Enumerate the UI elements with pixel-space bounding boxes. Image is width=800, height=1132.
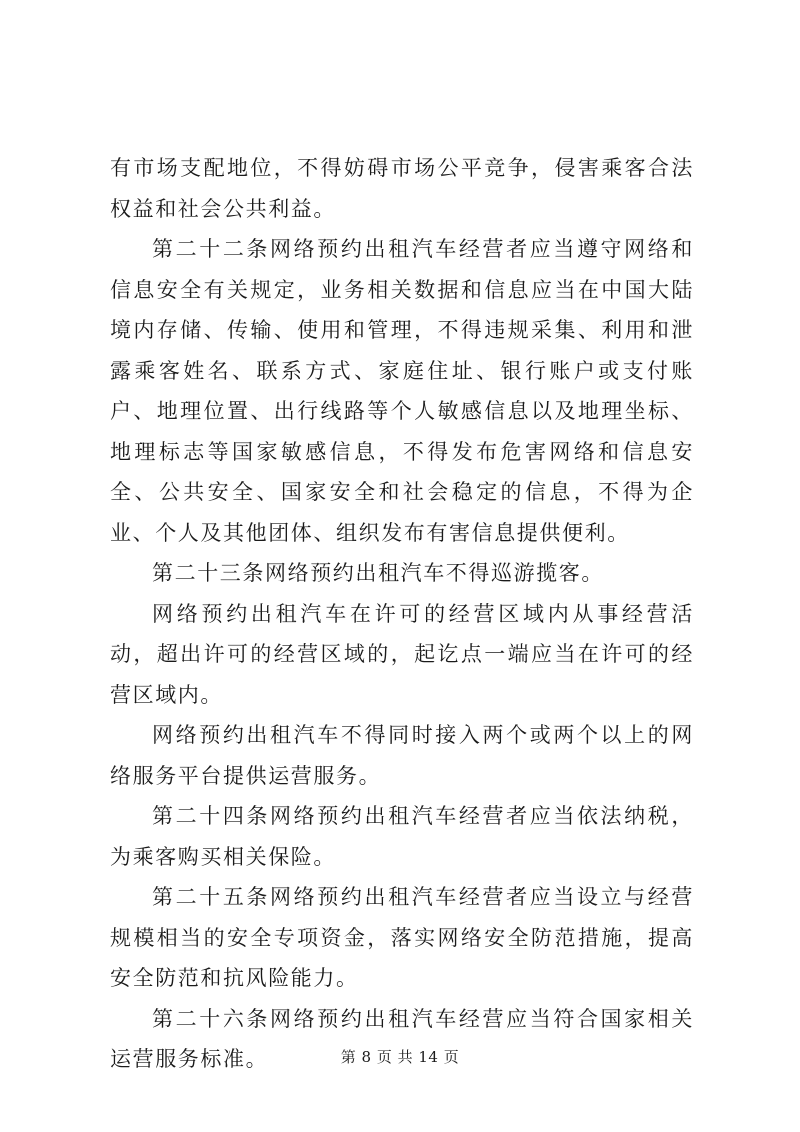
paragraph: 第二十六条网络预约出租汽车经营应当符合国家相关运营服务标准。 (110, 1006, 694, 1071)
paragraph: 第二十二条网络预约出租汽车经营者应当遵守网络和信息安全有关规定，业务相关数据和信息应当在中国大陆境内存储、传输、使用和管理，不得违规采集、利用和泄露乘客姓名、联系方式、家庭住址、银行账户或支付账户、地理位置、出行线路等个人敏感信息以及地理坐标、地理标志等国家敏感信息，不得发布危害网络和信息安全、公共安全、国家安全和社会稳定的信息，不得为企业、个人及其他团体、组织发布有害信息提供便利。 (110, 237, 694, 545)
paragraph: 有市场支配地位，不得妨碍市场公平竞争，侵害乘客合法权益和社会公共利益。 (110, 156, 694, 221)
paragraph: 第二十三条网络预约出租汽车不得巡游揽客。 (152, 561, 604, 585)
paragraph: 网络预约出租汽车在许可的经营区域内从事经营活动，超出许可的经营区域的，起讫点一端应当在许可的经营区域内。 (110, 601, 694, 707)
document-body (110, 148, 694, 1080)
paragraph: 第二十五条网络预约出租汽车经营者应当设立与经营规模相当的安全专项资金，落实网络安全防范措施，提高安全防范和抗风险能力。 (110, 885, 694, 990)
paragraph: 第二十四条网络预约出租汽车经营者应当依法纳税，为乘客购买相关保险。 (110, 804, 694, 869)
page-number-footer: 第 8 页 共 14 页 (340, 1048, 460, 1066)
paragraph: 网络预约出租汽车不得同时接入两个或两个以上的网络服务平台提供运营服务。 (110, 723, 694, 788)
